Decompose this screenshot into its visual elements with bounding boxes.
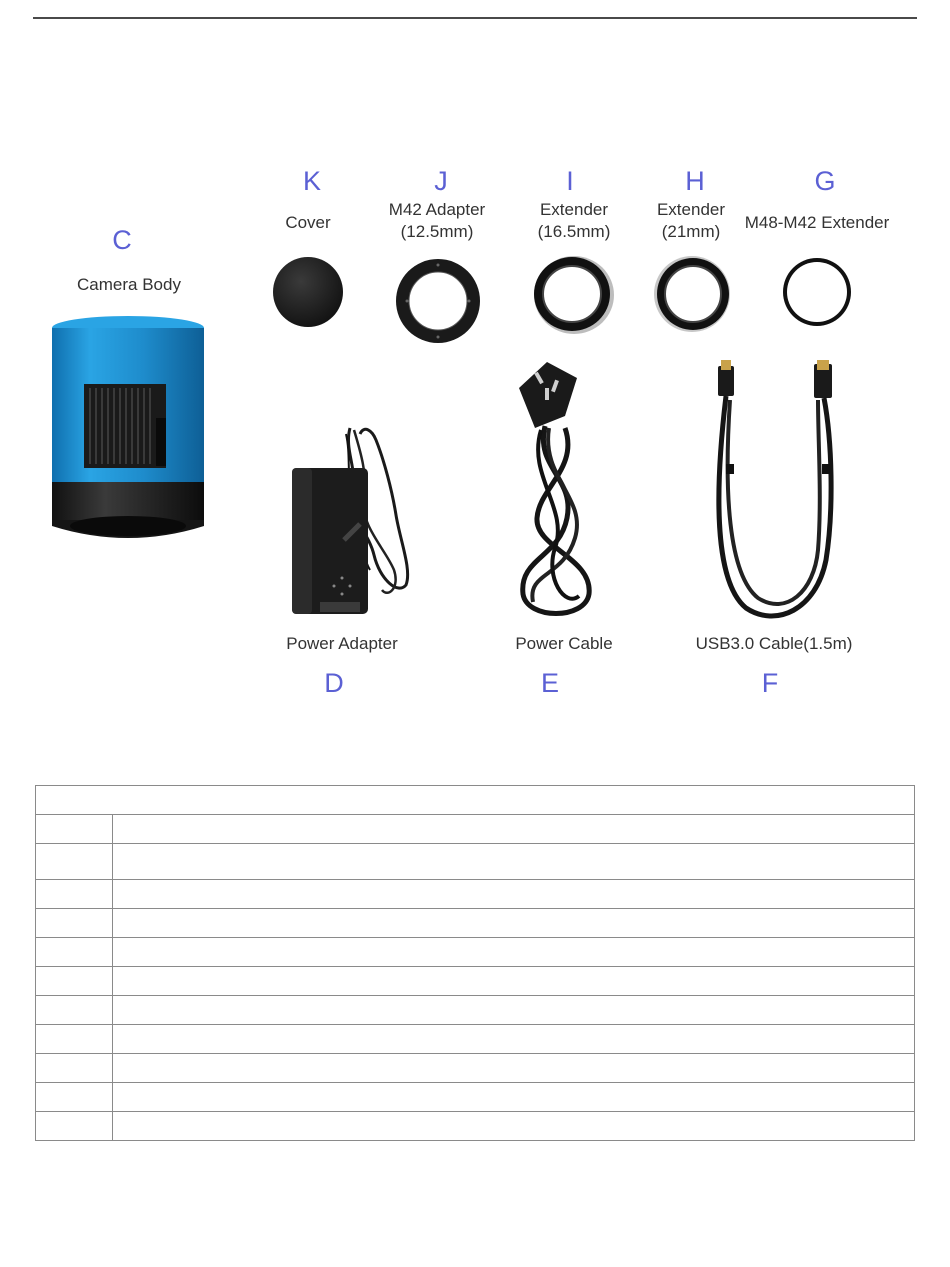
- item-label-extender-21: Extender (21mm): [656, 200, 726, 241]
- table-cell-key: [36, 1054, 113, 1083]
- item-letter-h: H: [685, 166, 705, 196]
- table-header-cell: [36, 786, 915, 815]
- item-label-extender-16: Extender (16.5mm): [537, 200, 611, 241]
- table-cell-key: [36, 880, 113, 909]
- item-letter-f: F: [761, 668, 779, 698]
- header-rule: [33, 17, 917, 19]
- item-letter-c: C: [112, 225, 132, 255]
- usb-cable-icon: [706, 360, 842, 622]
- table-row: [36, 967, 915, 996]
- extender-ring-icon-21mm: [652, 254, 732, 334]
- item-label-m42-adapter: M42 Adapter (12.5mm): [388, 200, 486, 241]
- table-row: [36, 1025, 915, 1054]
- table-cell-key: [36, 909, 113, 938]
- item-label-power-cable: Power Cable: [515, 634, 613, 653]
- table-row: [36, 996, 915, 1025]
- item-label-power-adapter: Power Adapter: [286, 634, 398, 653]
- item-label-camera-body: Camera Body: [77, 275, 181, 294]
- item-label-usb-cable: USB3.0 Cable(1.5m): [695, 634, 853, 653]
- power-cable-icon: [505, 358, 605, 624]
- extender-ring-icon: [532, 254, 616, 336]
- table-cell-desc: [113, 1054, 915, 1083]
- table-row: [36, 1083, 915, 1112]
- adapter-ring-icon: [393, 256, 483, 346]
- table-cell-desc: [113, 967, 915, 996]
- table-row: [36, 909, 915, 938]
- table-cell-key: [36, 938, 113, 967]
- table-header-row: [36, 786, 915, 815]
- thin-ring-icon: [780, 256, 854, 328]
- item-letter-k: K: [302, 166, 321, 196]
- table-row: [36, 880, 915, 909]
- item-letter-g: G: [814, 166, 836, 196]
- power-adapter-icon: [288, 420, 416, 616]
- table-cell-desc: [113, 880, 915, 909]
- item-label-m48-m42: M48-M42 Extender: [744, 213, 890, 232]
- table-row: [36, 938, 915, 967]
- item-letter-d: D: [324, 668, 344, 698]
- table-cell-key: [36, 844, 113, 880]
- table-cell-desc: [113, 844, 915, 880]
- item-letter-e: E: [540, 668, 559, 698]
- table-cell-desc: [113, 1083, 915, 1112]
- table-row: [36, 1112, 915, 1141]
- table-cell-desc: [113, 909, 915, 938]
- parts-table: [35, 785, 915, 1141]
- item-label-cover: Cover: [285, 213, 331, 232]
- item-letter-i: I: [566, 166, 574, 196]
- table-cell-key: [36, 1112, 113, 1141]
- table-cell-desc: [113, 815, 915, 844]
- camera-body-icon: [50, 314, 210, 552]
- item-letter-j: J: [434, 166, 448, 196]
- table-cell-key: [36, 815, 113, 844]
- table-cell-desc: [113, 996, 915, 1025]
- table-cell-key: [36, 967, 113, 996]
- table-row: [36, 815, 915, 844]
- table-cell-key: [36, 1025, 113, 1054]
- table-row: [36, 844, 915, 880]
- table-cell-key: [36, 1083, 113, 1112]
- table-cell-desc: [113, 1112, 915, 1141]
- table-cell-desc: [113, 1025, 915, 1054]
- lens-cover-icon: [270, 254, 346, 330]
- table-cell-key: [36, 996, 113, 1025]
- table-cell-desc: [113, 938, 915, 967]
- table-row: [36, 1054, 915, 1083]
